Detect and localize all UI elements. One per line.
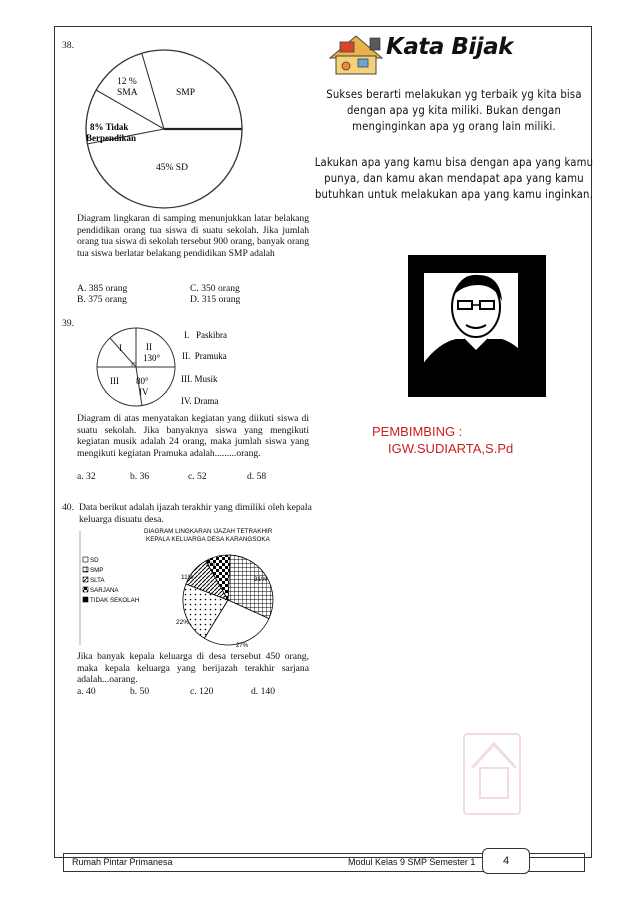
- q39-legend-musik: III. Musik: [181, 374, 218, 384]
- q40-label-9: 9%: [206, 561, 216, 568]
- pembimbing-portrait: [408, 255, 546, 397]
- pembimbing-name: IGW.SUDIARTA,S.Pd: [388, 441, 514, 456]
- q40-chart-title-2: KEPALA KELUARGA DESA KARANGSOKA: [146, 536, 270, 543]
- q40-label-22: 22%: [176, 619, 190, 626]
- page-number: 4: [482, 848, 530, 874]
- q38-pie-chart: [84, 46, 314, 210]
- quote-lakukan: Lakukan apa yang kamu bisa dengan apa yang kamu punya, dan kamu akan mendapat apa yang kamu butuhkan untuk melakukan apa yang kamu inginkan.: [314, 156, 594, 201]
- q40-pie-chart: [78, 527, 306, 647]
- q38-option-c: C. 350 orang: [190, 283, 240, 294]
- q39-legend-paskibra: I. Paskibra: [184, 330, 227, 340]
- q39-sector-i: I: [119, 343, 122, 353]
- q40-legend: [83, 557, 139, 604]
- kata-bijak-title: Kata Bijak: [386, 34, 513, 60]
- q40-legend-swatch-tidak-sekolah: [83, 597, 88, 602]
- q40-label-31: 31%: [254, 576, 268, 583]
- q38-label-sma-pct: 12 %: [117, 77, 137, 87]
- q39-sector-iv: IV: [139, 387, 149, 397]
- q40-legend-swatch-smp: [83, 567, 88, 572]
- kata-bijak-illustration: [326, 28, 386, 78]
- q40-legend-swatch-slta: [83, 577, 88, 582]
- q40-chart-title-1: DIAGRAM LINGKARAN IJAZAH TETRAKHIR: [144, 528, 273, 535]
- q39-legend-drama: IV. Drama: [181, 396, 219, 406]
- rumah-pintar-watermark-logo: [462, 728, 526, 820]
- q38-label-sma: SMA: [117, 88, 138, 98]
- q39-option-d: d. 58: [247, 471, 267, 482]
- q38-option-b: B. 375 orang: [77, 294, 127, 305]
- q39-option-a: a. 32: [77, 471, 96, 482]
- q38-number: 38.: [62, 40, 74, 51]
- pembimbing-label: PEMBIMBING :: [372, 424, 463, 439]
- q38-text: Diagram lingkaran di samping menunjukkan latar belakang pendidikan orang tua siswa di suatu sekolah. Jika jumlah orang tua siswa di sekolah tersebut 900 orang, banyak orang tua siswa berlatar belakang pendidikan SMP adalah: [77, 213, 309, 259]
- q38-label-berpendikan: Berpendikan: [86, 133, 137, 143]
- footer-right: Modul Kelas 9 SMP Semester 1: [348, 857, 476, 867]
- q40-legend-sarjana: SARJANA: [90, 587, 119, 594]
- q40-option-c: c. 120: [190, 686, 214, 697]
- q40-label-11: 11%: [181, 574, 194, 581]
- q39-number: 39.: [62, 318, 74, 329]
- q39-legend-pramuka: II. Pramuka: [182, 351, 227, 361]
- q40-option-b: b. 50: [130, 686, 150, 697]
- q40-pie: [183, 555, 273, 645]
- q40-legend-swatch-sarjana: [83, 587, 88, 592]
- q39-option-c: c. 52: [188, 471, 207, 482]
- footer-left: Rumah Pintar Primanesa: [72, 857, 173, 867]
- q39-sector-ii: II: [146, 342, 152, 352]
- q38-option-a: A. 385 orang: [77, 283, 128, 294]
- q40-legend-sd: SD: [90, 557, 99, 564]
- q40-legend-slta: SLTA: [90, 577, 105, 584]
- q39-angle-ii: 130°: [143, 353, 161, 363]
- q40-legend-smp: SMP: [90, 567, 104, 574]
- q39-text: Diagram di atas menyatakan kegiatan yang diikuti siswa di suatu sekolah. Jika banyaknya siswa yang mengikuti kegiatan musik adalah 24 orang, maka jumlah siswa yang mengikuti kegiatan Pramuka adalah.........orang.: [77, 413, 309, 459]
- q40-label-27: 27%: [236, 643, 249, 647]
- q40-legend-tidak-sekolah: TIDAK SEKOLAH: [90, 597, 140, 604]
- q40-intro: Data berikut adalah ijazah terakhir yang dimiliki oleh kepala keluarga disuatu desa.: [79, 502, 312, 525]
- q39-option-b: b. 36: [130, 471, 150, 482]
- q38-label-tidak: 8% Tidak: [90, 122, 129, 132]
- q40-option-a: a. 40: [77, 686, 96, 697]
- q39-angle-iv: 80°: [136, 376, 149, 386]
- q38-label-smp: SMP: [176, 88, 196, 98]
- q40-legend-swatch-sd: [83, 557, 88, 562]
- quote-sukses: Sukses berarti melakukan yg terbaik yg kita bisa dengan apa yg kita miliki. Bukan dengan menginginkan apa yg orang lain miliki.: [326, 88, 582, 133]
- q40-text: Jika banyak kepala keluarga di desa tersebut 450 orang, maka kepala keluarga yang berijazah terakhir sarjana adalah...oarang.: [77, 651, 309, 686]
- q38-label-sd: 45% SD: [156, 163, 188, 173]
- q39-sector-iii: III: [110, 376, 119, 386]
- q39-pie-chart: [96, 326, 316, 410]
- q40-number: 40.: [62, 502, 74, 513]
- q40-option-d: d. 140: [251, 686, 275, 697]
- q38-option-d: D. 315 orang: [190, 294, 241, 305]
- pembimbing-block: [372, 423, 513, 457]
